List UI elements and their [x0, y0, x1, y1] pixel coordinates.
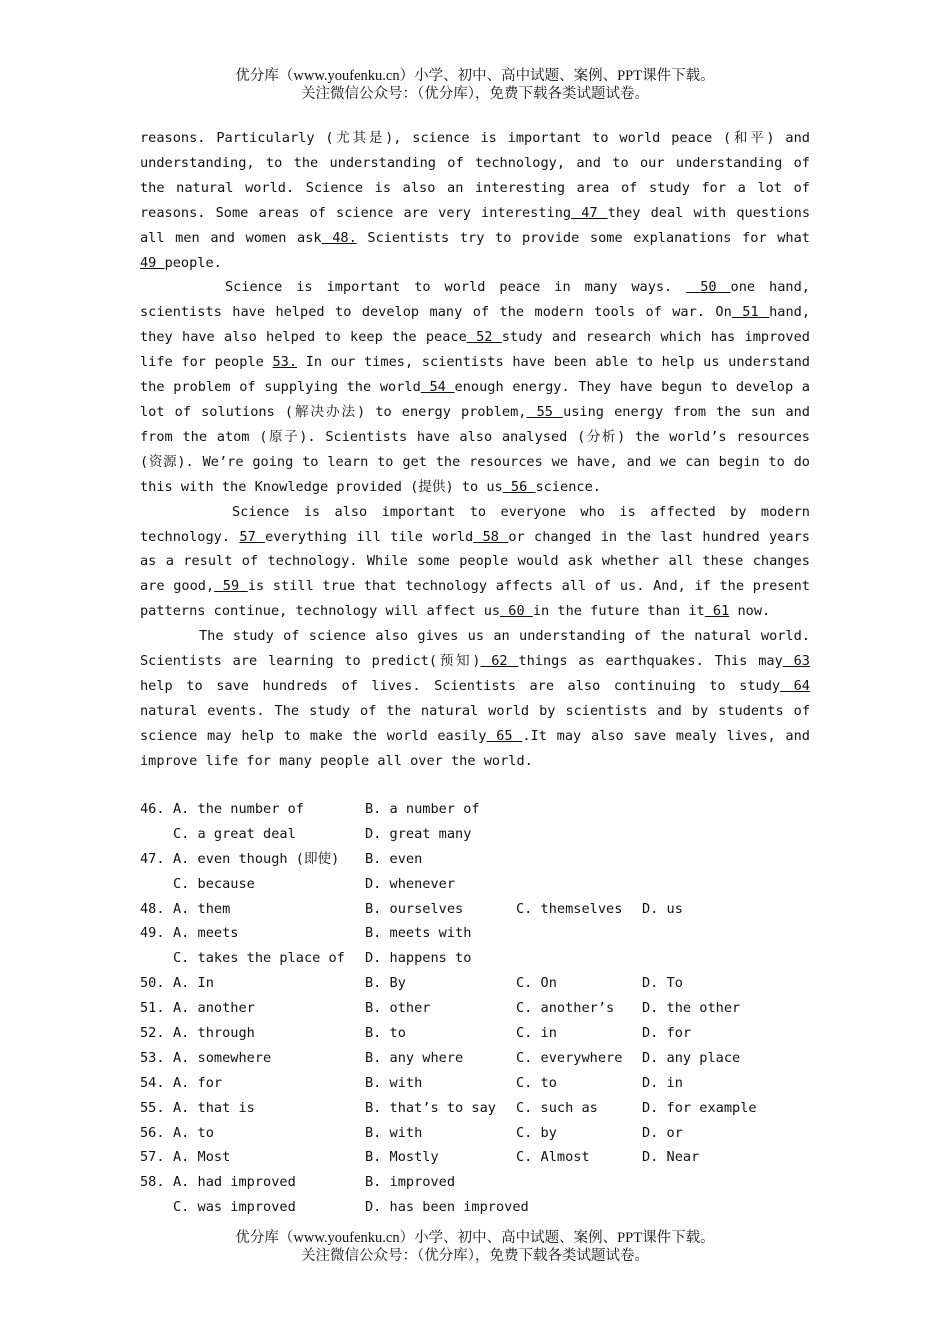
- question-row: [140, 1145, 820, 1170]
- question-row: [140, 797, 820, 822]
- answer-option: B. other: [365, 1000, 431, 1017]
- answer-option: B. that’s to say: [365, 1099, 496, 1116]
- answer-option: D. To: [642, 975, 683, 992]
- answer-option: A. for: [173, 1074, 223, 1091]
- answer-option: B. to: [365, 1025, 406, 1042]
- blank-58: 58: [473, 528, 509, 545]
- paragraph-2: Science is important to world peace in many ways. 50 one hand, scientists have helped to develop many of the modern tools of war. On 51 hand, they have also helped to keep the peace 52 study and research which has improved life for people 53. In our times, scientists have been able to help us understand the problem of supplying the world 54 enough energy. They have begun to develop a lot of solutions (解决办法) to energy problem, 55 using energy from the sun and from the atom (原子). Scientists have also analysed (分析) the world’s resources (资源). We’re going to learn to get the resources we have, and we can begin to do this with the Knowledge provided (提供) to us 56 science.: [140, 279, 810, 495]
- question-row: [140, 1195, 820, 1220]
- header-line-1: 优分库（www.youfenku.cn）小学、初中、高中试题、案例、PPT课件下载。: [235, 68, 715, 84]
- answer-option: C. themselves: [516, 900, 623, 917]
- answer-option: C. in: [516, 1025, 557, 1042]
- question-number: 49.: [140, 925, 165, 942]
- answer-option: B. with: [365, 1074, 423, 1091]
- page-footer: [0, 1229, 950, 1265]
- answer-option: C. such as: [516, 1099, 598, 1116]
- blank-56: 56: [502, 478, 536, 495]
- answer-option: D. us: [642, 900, 683, 917]
- answer-option: D. happens to: [365, 950, 472, 967]
- question-number: 58.: [140, 1174, 165, 1191]
- paragraph-1: reasons. Particularly (尤其是), science is important to world peace (和平) and understanding, to the understanding of technology, and to our understanding of the natural world. Science is also an interesting area of study for a lot of reasons. Some areas of science are very interesting 47 they deal with questions all men and women ask 48. Scientists try to provide some explanations for what 49 people.: [140, 130, 810, 271]
- answer-option: A. In: [173, 975, 214, 992]
- question-row: [140, 822, 820, 847]
- answer-option: B. improved: [365, 1174, 456, 1191]
- question-row: [140, 872, 820, 897]
- answer-option: D. great many: [365, 825, 472, 842]
- answer-option: A. another: [173, 1000, 255, 1017]
- answer-option: D. for example: [642, 1099, 757, 1116]
- answer-option: B. any where: [365, 1049, 464, 1066]
- question-row: [140, 996, 820, 1021]
- answer-option: A. that is: [173, 1099, 255, 1116]
- question-number: 47.: [140, 850, 165, 867]
- answer-option: A. through: [173, 1025, 255, 1042]
- answer-option: B. ourselves: [365, 900, 464, 917]
- blank-63: 63: [782, 653, 810, 670]
- answer-option: D. the other: [642, 1000, 741, 1017]
- blank-59: 59: [214, 578, 248, 595]
- footer-line-1: 优分库（www.youfenku.cn）小学、初中、高中试题、案例、PPT课件下载。: [235, 1230, 715, 1246]
- question-row: [140, 921, 820, 946]
- question-row: [140, 847, 820, 872]
- answer-option: A. had improved: [173, 1174, 296, 1191]
- blank-48: 48.: [321, 229, 357, 246]
- question-row: [140, 971, 820, 996]
- answer-option: A. even though (即使): [173, 850, 340, 867]
- answer-option: A. the number of: [173, 801, 304, 817]
- page-header: [0, 67, 950, 103]
- blank-62: 62: [480, 653, 519, 670]
- blank-57: 57: [239, 528, 266, 545]
- answer-option: A. meets: [173, 925, 239, 942]
- question-row: [140, 897, 820, 922]
- answer-option: C. a great deal: [173, 825, 296, 842]
- paragraph-4: The study of science also gives us an understanding of the natural world. Scientists are learning to predict(预知) 62 things as earthquakes. This may 63 help to save hundreds of lives. Scientists are also continuing to study 64 natural events. The study of the natural world by scientists and by students of science may help to make the world easily 65 .It may also save mealy lives, and improve life for many people all over the world.: [140, 628, 810, 769]
- blank-51: 51: [731, 304, 770, 321]
- answer-option: B. meets with: [365, 925, 472, 942]
- answer-option: A. somewhere: [173, 1049, 272, 1066]
- blank-49: 49: [140, 254, 165, 271]
- header-line-2: 关注微信公众号：（优分库），免费下载各类试题试卷。: [301, 86, 649, 102]
- answer-option: C. everywhere: [516, 1049, 623, 1066]
- answer-option: D. in: [642, 1074, 683, 1091]
- answer-option: C. because: [173, 875, 255, 892]
- answer-option: D. has been improved: [365, 1199, 529, 1216]
- question-row: [140, 1096, 820, 1121]
- blank-52: 52: [466, 329, 502, 346]
- answer-option: D. Near: [642, 1149, 700, 1166]
- question-number: 46.: [140, 801, 165, 817]
- question-number: 57.: [140, 1149, 165, 1166]
- answer-option: A. them: [173, 900, 231, 917]
- blank-53: 53.: [272, 354, 298, 371]
- answer-option: A. Most: [173, 1149, 231, 1166]
- answer-option: C. by: [516, 1124, 557, 1141]
- answer-option: C. takes the place of: [173, 950, 345, 967]
- blank-64: 64: [780, 677, 810, 694]
- blank-61: 61: [704, 603, 730, 620]
- cloze-passage: [140, 126, 810, 774]
- blank-60: 60: [500, 603, 533, 620]
- question-number: 48.: [140, 900, 165, 917]
- question-row: [140, 1046, 820, 1071]
- answer-option: B. a number of: [365, 801, 480, 817]
- question-number: 54.: [140, 1074, 165, 1091]
- question-row: [140, 1071, 820, 1096]
- answer-option: B. Mostly: [365, 1149, 439, 1166]
- question-row: [140, 946, 820, 971]
- question-number: 56.: [140, 1124, 165, 1141]
- blank-65: 65: [486, 727, 523, 744]
- answer-option: D. any place: [642, 1049, 741, 1066]
- answer-option: D. or: [642, 1124, 683, 1141]
- answer-option: B. with: [365, 1124, 423, 1141]
- answer-option: C. Almost: [516, 1149, 590, 1166]
- answer-option: C. to: [516, 1074, 557, 1091]
- blank-47: 47: [571, 204, 608, 221]
- question-row: [140, 1121, 820, 1146]
- question-number: 53.: [140, 1049, 165, 1066]
- answer-option: D. for: [642, 1025, 692, 1042]
- blank-50: 50: [686, 279, 731, 296]
- question-number: 52.: [140, 1025, 165, 1042]
- answer-option: C. another’s: [516, 1000, 615, 1017]
- answer-option: C. was improved: [173, 1199, 296, 1216]
- answer-option: A. to: [173, 1124, 214, 1141]
- question-number: 51.: [140, 1000, 165, 1017]
- blank-55: 55: [526, 403, 564, 420]
- question-number: 50.: [140, 975, 165, 992]
- question-row: [140, 1170, 820, 1195]
- answer-option: B. By: [365, 975, 406, 992]
- answer-option: D. whenever: [365, 875, 456, 892]
- footer-line-2: 关注微信公众号：（优分库），免费下载各类试题试卷。: [301, 1248, 649, 1264]
- question-row: [140, 1021, 820, 1046]
- answer-option: C. On: [516, 975, 557, 992]
- blank-54: 54: [420, 379, 455, 396]
- question-number: 55.: [140, 1099, 165, 1116]
- question-list: [140, 797, 820, 1220]
- answer-option: B. even: [365, 850, 423, 867]
- paragraph-3: Science is also important to everyone who is affected by modern technology. 57 everything ill tile world 58 or changed in the last hundred years as a result of technology. While some people would ask whether all these changes are good, 59 is still true that technology affects all of us. And, if the present patterns continue, technology will affect us 60 in the future than it 61 now.: [140, 503, 810, 620]
